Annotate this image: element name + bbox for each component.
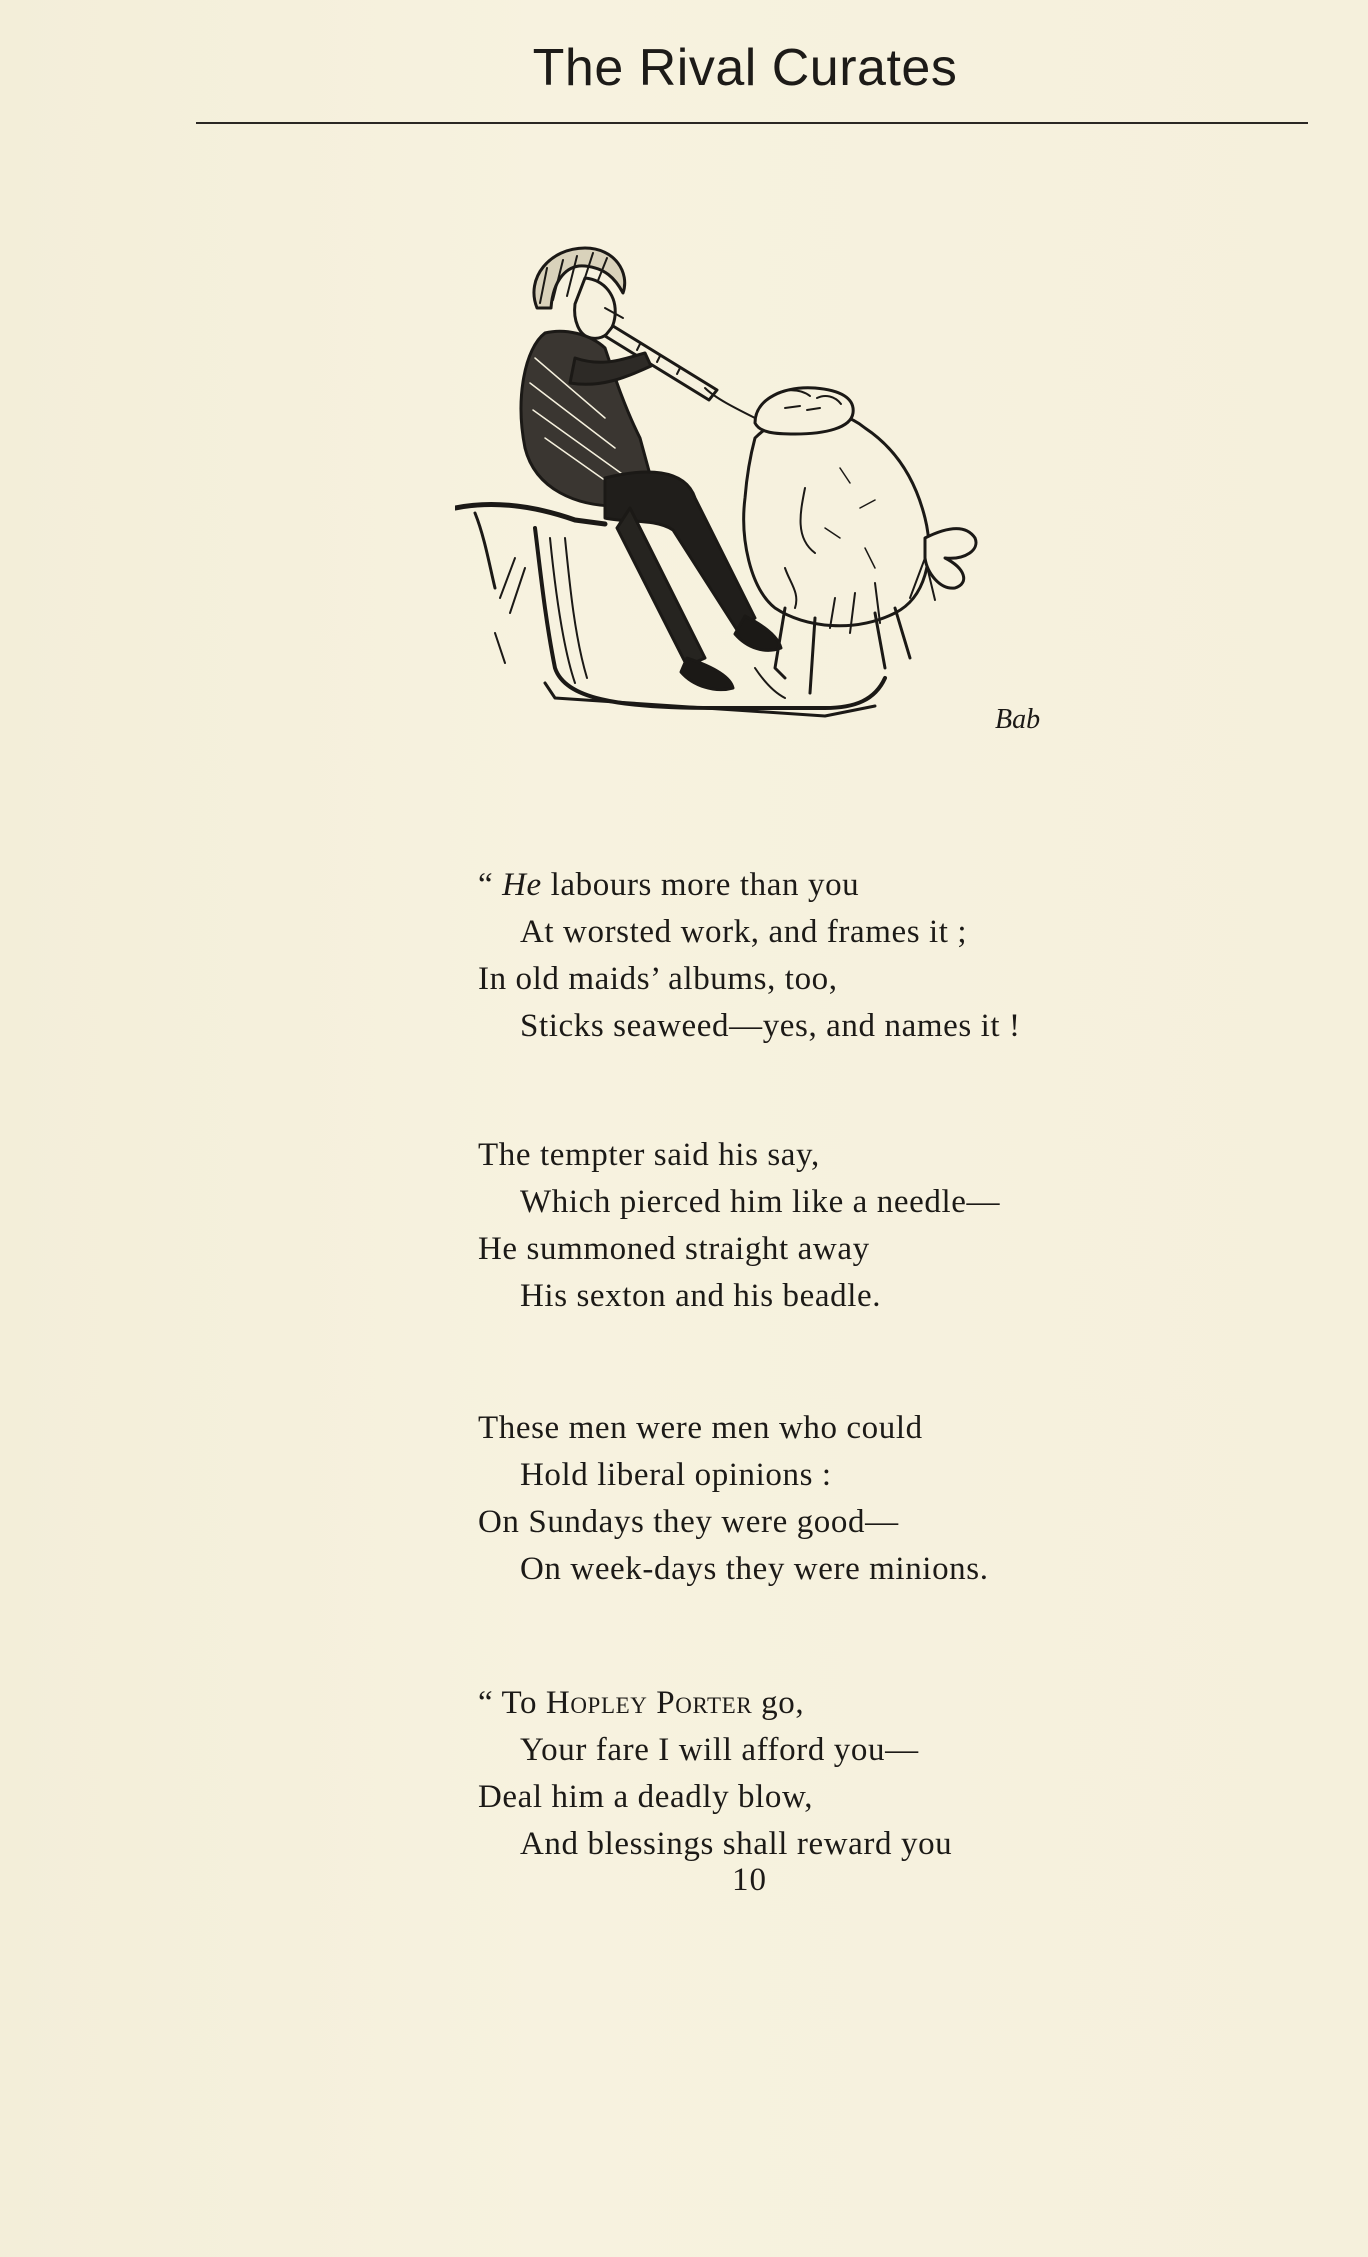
verse-line: At worsted work, and frames it ; bbox=[520, 914, 968, 950]
stanza-1 bbox=[478, 862, 1021, 1050]
stanza-4 bbox=[478, 1680, 952, 1868]
bow-icon bbox=[925, 529, 976, 589]
verse-line: On week-days they were minions. bbox=[520, 1551, 989, 1587]
artist-signature: Bab bbox=[995, 704, 1041, 735]
verse-line: And blessings shall reward you bbox=[520, 1826, 953, 1862]
sheep-head bbox=[755, 388, 853, 434]
verse-line: Which pierced him like a needle— bbox=[520, 1184, 1001, 1220]
verse-line: His sexton and his beadle. bbox=[520, 1278, 882, 1314]
proper-name: Hopley Porter bbox=[545, 1685, 753, 1721]
verse-line: Hold liberal opinions : bbox=[520, 1457, 832, 1493]
verse-line: The tempter said his say, bbox=[478, 1137, 820, 1173]
sheep-body bbox=[744, 412, 929, 626]
header-rule bbox=[196, 122, 1308, 124]
verse-line: Deal him a deadly blow, bbox=[478, 1779, 814, 1815]
verse-line: He summoned straight away bbox=[478, 1231, 870, 1267]
running-head-title: The Rival Curates bbox=[532, 39, 958, 97]
opening-quote: “ To bbox=[478, 1685, 546, 1721]
verse-line: Your fare I will afford you— bbox=[520, 1732, 919, 1768]
stanza-3 bbox=[478, 1405, 989, 1593]
stanza-2 bbox=[478, 1132, 1000, 1320]
verse-line: These men were men who could bbox=[478, 1410, 923, 1446]
verse-line: “ He labours more than you bbox=[478, 867, 860, 903]
opening-quote: “ bbox=[478, 867, 503, 903]
italic-word: He bbox=[502, 867, 542, 903]
verse-line: “ To Hopley Porter go, bbox=[478, 1685, 805, 1721]
page-number: 10 bbox=[732, 1862, 767, 1898]
verse-line: Sticks seaweed—yes, and names it ! bbox=[520, 1008, 1021, 1044]
curate-flute-sheep-illustration bbox=[455, 238, 1070, 748]
verse-line: In old maids’ albums, too, bbox=[478, 961, 838, 997]
verse-line: On Sundays they were good— bbox=[478, 1504, 899, 1540]
